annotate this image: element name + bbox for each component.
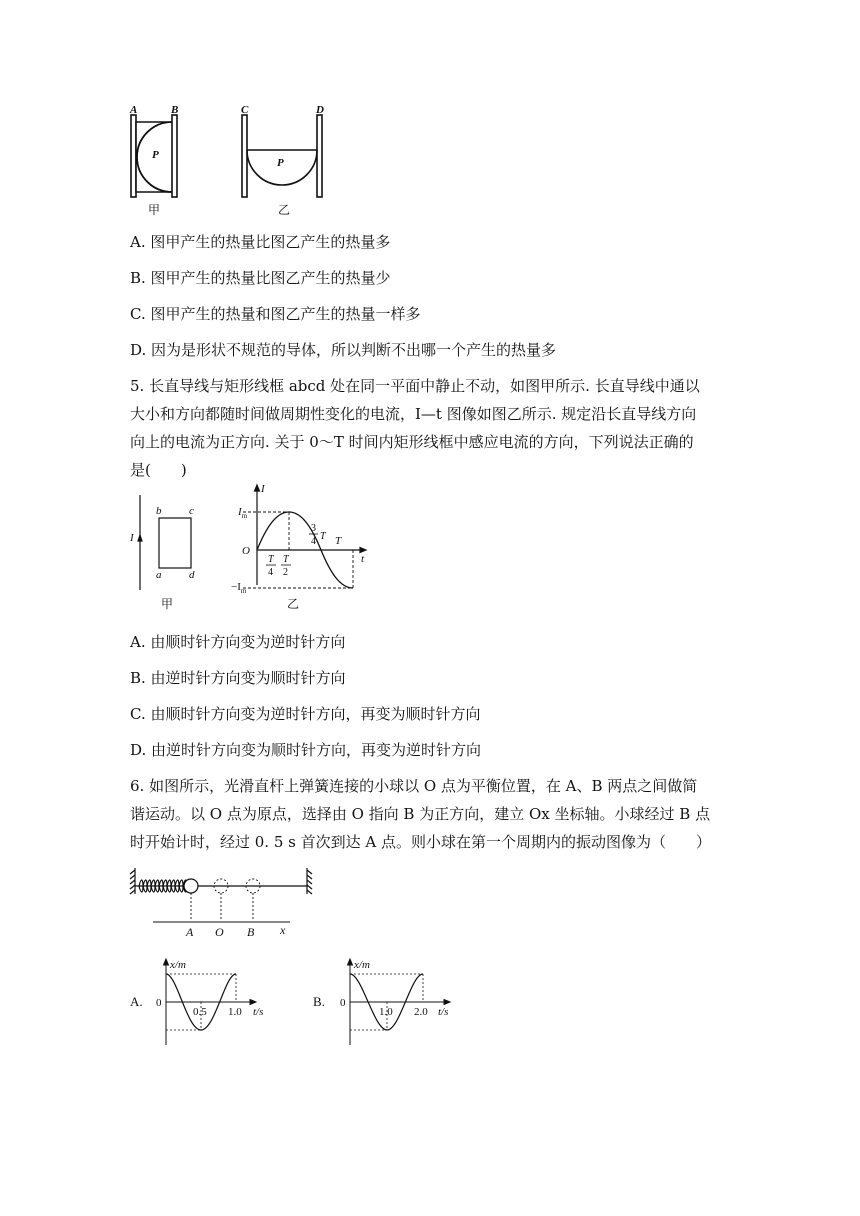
q6-stem-line1: 6. 如图所示，光滑直杆上弹簧连接的小球以 O 点为平衡位置，在 A、B 两点之间做简 xyxy=(130,777,698,795)
q5-option-d[interactable]: D. 由逆时针方向变为顺时针方向，再变为逆时针方向 xyxy=(130,741,482,759)
graph-a-tick2: 1.0 xyxy=(228,1006,242,1018)
tick-3T4-num: 3 xyxy=(311,523,316,534)
origin-label: O xyxy=(242,545,250,557)
caption-yi: 乙 xyxy=(287,597,300,611)
q5-stem-line1: 5. 长直导线与矩形线框 abcd 处在同一平面中静止不动，如图甲所示. 长直导线中通以 xyxy=(130,377,700,395)
graph-a-ylabel: x/m xyxy=(170,959,186,971)
corner-b: b xyxy=(156,505,162,517)
q5-option-c[interactable]: C. 由顺时针方向变为逆时针方向，再变为顺时针方向 xyxy=(130,705,481,723)
graph-b-option-label: B. xyxy=(313,994,325,1009)
q6-stem-line3: 时开始计时，经过 0. 5 s 首次到达 A 点。则小球在第一个周期内的振动图像为（ ） xyxy=(130,833,711,851)
osc-label-x: x xyxy=(280,923,286,937)
label-C: C xyxy=(241,104,249,116)
im-label: I xyxy=(238,506,242,518)
neg-im-label: −I xyxy=(231,581,241,593)
label-D: D xyxy=(316,104,324,116)
tick-T: T xyxy=(335,535,342,547)
graph-b-tick2: 2.0 xyxy=(414,1006,428,1018)
corner-c: c xyxy=(189,505,194,517)
label-B: B xyxy=(171,104,179,116)
osc-label-A: A xyxy=(186,925,194,939)
graph-b-tick1: 1.0 xyxy=(379,1006,393,1018)
figure-q5 xyxy=(125,480,375,615)
im-sub: m xyxy=(241,512,248,520)
axis-y-label: I xyxy=(261,483,265,495)
svg-text:−Im: $-I_m$ xyxy=(231,581,247,595)
q6-stem-line2: 谐运动。以 O 点为原点，选择由 O 指向 B 为正方向，建立 Ox 坐标轴。小球经过 B 点 xyxy=(130,805,711,823)
wire-current-label: I xyxy=(130,532,134,544)
q4-option-b[interactable]: B. 图甲产生的热量比图乙产生的热量少 xyxy=(130,269,391,287)
q4-option-d[interactable]: D. 因为是形状不规范的导体，所以判断不出哪一个产生的热量多 xyxy=(130,341,557,359)
q5-stem-line3: 向上的电流为正方向. 关于 0～T 时间内矩形线框中感应电流的方向，下列说法正确的 xyxy=(130,433,694,451)
osc-label-B: B xyxy=(247,925,255,939)
label-A: A xyxy=(130,104,138,116)
graph-option-a[interactable] xyxy=(125,955,280,1050)
caption-left: 甲 xyxy=(148,203,161,217)
q5-option-b[interactable]: B. 由逆时针方向变为顺时针方向 xyxy=(130,669,346,687)
q4-option-a[interactable]: A. 图甲产生的热量比图乙产生的热量多 xyxy=(130,233,391,251)
q5-stem-line2: 大小和方向都随时间做周期性变化的电流，I—t 图像如图乙所示. 规定沿长直导线方向 xyxy=(130,405,697,423)
q5-stem-line4: 是( ) xyxy=(130,461,187,479)
figure-conductors xyxy=(120,100,340,225)
graph-a-tlabel: t/s xyxy=(253,1006,264,1018)
graph-a-tick1: 0.5 xyxy=(193,1006,207,1018)
tick-T4-den: 4 xyxy=(268,567,273,578)
caption-jia: 甲 xyxy=(161,597,174,611)
figure-oscillator xyxy=(125,860,325,940)
tick-T2-den: 2 xyxy=(283,567,288,578)
label-P-right: P xyxy=(277,157,284,169)
graph-option-b[interactable] xyxy=(310,955,465,1050)
graph-b-zero: 0 xyxy=(340,997,346,1009)
caption-right: 乙 xyxy=(278,203,291,217)
svg-text:Im xyxy=(237,506,248,520)
q4-option-c[interactable]: C. 图甲产生的热量和图乙产生的热量一样多 xyxy=(130,305,421,323)
axis-x-label: t xyxy=(361,553,365,565)
corner-a: a xyxy=(156,569,162,581)
tick-3T4-T: T xyxy=(320,531,326,542)
graph-b-ylabel: x/m xyxy=(354,959,370,971)
osc-label-O: O xyxy=(215,925,224,939)
tick-T2-num: T xyxy=(283,554,289,565)
tick-T4-num: T xyxy=(268,554,274,565)
tick-3T4-den: 4 xyxy=(311,536,316,547)
corner-d: d xyxy=(189,569,195,581)
graph-a-zero: 0 xyxy=(156,997,162,1009)
label-P-left: P xyxy=(152,149,159,161)
graph-b-tlabel: t/s xyxy=(438,1006,449,1018)
q5-option-a[interactable]: A. 由顺时针方向变为逆时针方向 xyxy=(130,633,346,651)
graph-a-option-label: A. xyxy=(130,994,143,1009)
